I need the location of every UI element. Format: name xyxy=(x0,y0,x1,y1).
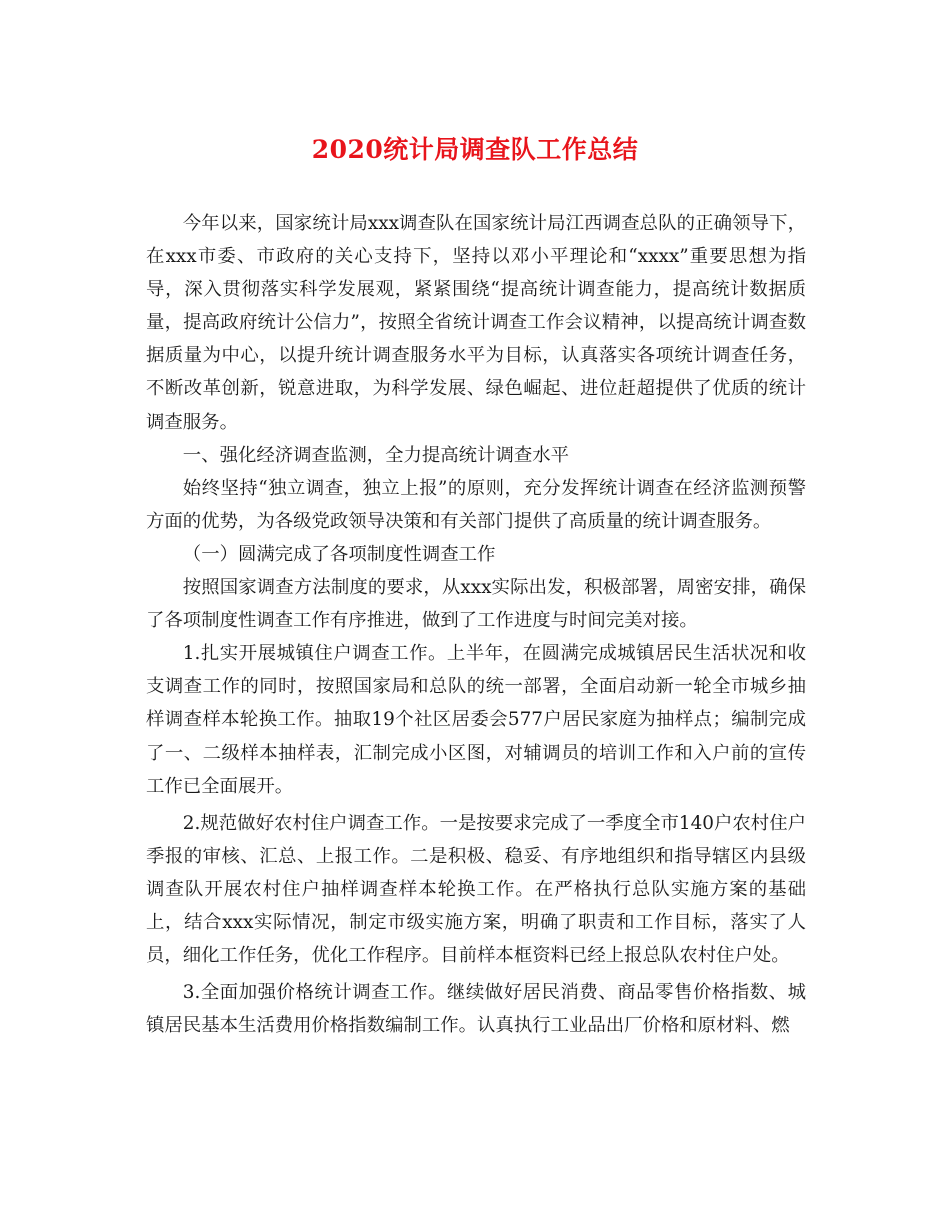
paragraph-subsection-1: 按照国家调查方法制度的要求，从xxx实际出发，积极部署，周密安排，确保了各项制度性调查工作有序推进，做到了工作进度与时间完美对接。 xyxy=(146,577,806,632)
paragraph-section-1: 始终坚持“独立调查，独立上报”的原则，充分发挥统计调查在经济监测预警方面的优势，为各级党政领导决策和有关部门提供了高质量的统计调查服务。 xyxy=(146,477,806,532)
paragraph-item-2: 2.规范做好农村住户调查工作。一是按要求完成了一季度全市140户农村住户季报的审核、汇总、上报工作。二是积极、稳妥、有序地组织和指导辖区内县级调查队开展农村住户抽样调查样本轮换工作。在严格执行总队实施方案的基础上，结合xxx实际情况，制定市级实施方案，明确了职责和工作目标，落实了人员，细化工作任务，优化工作程序。目前样本框资料已经上报总队农村住户处。 xyxy=(146,812,806,967)
document-body xyxy=(146,207,806,1042)
paragraph-intro: 今年以来，国家统计局xxx调查队在国家统计局江西调查总队的正确领导下，在xxx市委、市政府的关心支持下，坚持以邓小平理论和“xxxx”重要思想为指导，深入贯彻落实科学发展观，紧紧围绕“提高统计调查能力，提高统计数据质量，提高政府统计公信力”，按照全省统计调查工作会议精神，以提高统计调查数据质量为中心，以提升统计调查服务水平为目标，认真落实各项统计调查任务，不断改革创新，锐意进取，为科学发展、绿色崛起、进位赶超提供了优质的统计调查服务。 xyxy=(146,213,806,433)
section-heading-1: 一、强化经济调查监测，全力提高统计调查水平 xyxy=(182,444,570,466)
document-title: 2020统计局调查队工作总结 xyxy=(311,135,639,164)
paragraph-item-3: 3.全面加强价格统计调查工作。继续做好居民消费、商品零售价格指数、城镇居民基本生活费用价格指数编制工作。认真执行工业品出厂价格和原材料、燃 xyxy=(146,982,806,1037)
subsection-heading-1: （一）圆满完成了各项制度性调查工作 xyxy=(182,543,496,565)
paragraph-item-1: 1.扎实开展城镇住户调查工作。上半年，在圆满完成城镇居民生活状况和收支调查工作的同时，按照国家局和总队的统一部署，全面启动新一轮全市城乡抽样调查样本轮换工作。抽取19个社区居委会577户居民家庭为抽样点；编制完成了一、二级样本抽样表，汇制完成小区图，对辅调员的培训工作和入户前的宣传工作已全面展开。 xyxy=(146,643,806,797)
